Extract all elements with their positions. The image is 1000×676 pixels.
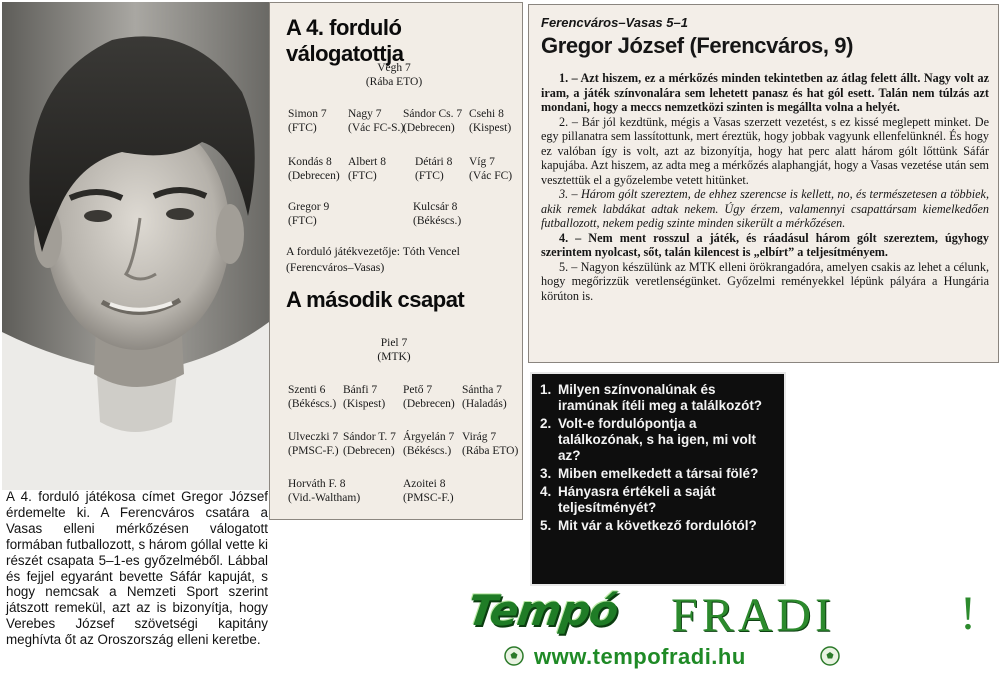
answer-4: 4. – Nem ment rosszul a játék, és ráadásul három gólt szereztem, úgyhogy szerintem nyolcast, sőt, talán kilencest is „elbírt” a teljesítményem.	[541, 230, 989, 259]
second-team-player: Virág 7 (Rába ETO)	[462, 431, 519, 457]
second-team-player: Pető 7 (Debrecen)	[403, 384, 455, 410]
tempofradi-logo[interactable]	[464, 584, 1000, 676]
answer-1: 1. – Azt hiszem, ez a mérkőzés minden tekintetben az átlag felett állt. Nagy volt az iram, a játék színvonalára sem lehetett panasz és hat gól esett. Talán nem túlzás azt mondani, hogy a meccs nemzetközi szinten is megállta volna a helyét.	[541, 71, 989, 114]
second-team-player: Ulveczki 7 (PMSC-F.)	[288, 431, 339, 457]
second-team-player: Sántha 7 (Haladás)	[462, 384, 507, 410]
question-item: 3. Miben emelkedett a társai fölé?	[540, 466, 759, 481]
team-of-the-round-panel	[269, 2, 523, 520]
question-item: 4. Hányasra értékeli a saját teljesítményét?	[540, 484, 716, 515]
team-title: A 4. forduló válogatottja	[286, 15, 404, 66]
question-item: 1. Milyen színvonalúnak és iramúnak ítéli meg a találkozót?	[540, 382, 763, 413]
team-player: Sándor Cs. 7 (Debrecen)	[403, 108, 463, 134]
team-player: Simon 7 (FTC)	[288, 108, 327, 134]
player-portrait-image	[2, 2, 269, 490]
team-player: Gregor 9 (FTC)	[288, 201, 330, 227]
logo-word-fradi: FRADI	[671, 589, 836, 642]
team-player: Víg 7 (Vác FC)	[469, 156, 513, 182]
football-icon	[504, 646, 524, 666]
second-team-title: A második csapat	[286, 287, 465, 312]
referee-match: (Ferencváros–Vasas)	[286, 260, 385, 274]
referee-line: A forduló játékvezetője: Tóth Vencel	[286, 244, 460, 258]
second-team-player: Bánfi 7 (Kispest)	[343, 384, 386, 410]
team-player: Kulcsár 8 (Békéscs.)	[413, 201, 462, 227]
answer-5: 5. – Nagyon készülünk az MTK elleni örökrangadóra, amelyen csakis az lehet a célunk, hogy megőrizzük veretlenségünket. Győzelmi reményekkel lépünk pályára a Hungária körúton is.	[541, 259, 989, 303]
second-team-player: Piel 7 (MTK)	[377, 337, 411, 363]
second-team-player: Horváth F. 8 (Vid.-Waltham)	[288, 478, 361, 504]
logo-exclaim: !	[960, 587, 976, 640]
question-item: 2. Volt-e fordulópontja a találkozónak, s ha igen, mi volt az?	[540, 416, 757, 463]
team-player: Végh 7 (Rába ETO)	[365, 62, 423, 88]
questions-box	[530, 372, 786, 586]
team-player: Détári 8 (FTC)	[415, 156, 453, 182]
football-icon	[820, 646, 840, 666]
question-list	[540, 382, 778, 536]
photo-caption: A 4. forduló játékosa címet Gregor József érdemelte ki. A Ferencváros csatára a Vasas elleni mérkőzésen válogatott formában futballozott, s három góllal vette ki részét csapata 5–1-es győzelméből. Lábbal és fejjel egyaránt bevette Sáfár kapuját, s hogy nemcsak a Nemzeti Sport szerint játszott remekül, azt az is bizonyítja, hogy Verebes József szövetségi kapitány meghívta őt az Oroszország elleni keretbe.	[6, 489, 268, 648]
second-team-player: Szenti 6 (Békéscs.)	[288, 384, 337, 410]
team-player: Kondás 8 (Debrecen)	[288, 156, 340, 182]
interview-title: Gregor József (Ferencváros, 9)	[541, 33, 854, 58]
team-player: Albert 8 (FTC)	[348, 156, 387, 182]
logo-word-tempo: Tempó	[464, 586, 621, 635]
second-team-player: Árgyelán 7 (Békéscs.)	[403, 431, 455, 457]
answer-2: 2. – Bár jól kezdtünk, mégis a Vasas szerzett vezetést, s ez kissé meglepett minket. De egy pillanatra sem lassítottunk, mert éreztük, hogy jobbak vagyunk ellenfelünknél. És hogy ez valóban így is volt, azt az bizonyítja, hogy hat perc alatt három gólt lőttünk Sáfár kapujába. Azt hiszem, az adta meg a mérkőzés alaphangját, hogy a Vasas vezetése után sem vesztettük el a győzelembe vetett hitünket.	[541, 114, 989, 187]
match-result: Ferencváros–Vasas 5–1	[541, 15, 688, 30]
team-player: Csehi 8 (Kispest)	[469, 108, 512, 134]
question-item: 5. Mit vár a következő fordulótól?	[540, 518, 757, 533]
player-photo	[2, 2, 269, 490]
interview-answers	[541, 71, 989, 303]
team-player: Nagy 7 (Vác FC-S.)	[348, 108, 405, 134]
second-team-player: Sándor T. 7 (Debrecen)	[343, 431, 396, 457]
interview-panel	[528, 4, 999, 363]
answer-3: 3. – Három gólt szereztem, de ehhez szerencse is kellett, no, és természetesen a többiek, akik remek labdákat adtak nekem. Úgy érzem, valamennyi csapattársam kiemelkedően futballozott, nekem pedig szinte minden sikerült a mérkőzésen.	[541, 187, 989, 230]
second-team-player: Azoitei 8 (PMSC-F.)	[403, 478, 454, 504]
website-link[interactable]: www.tempofradi.hu	[534, 644, 746, 669]
